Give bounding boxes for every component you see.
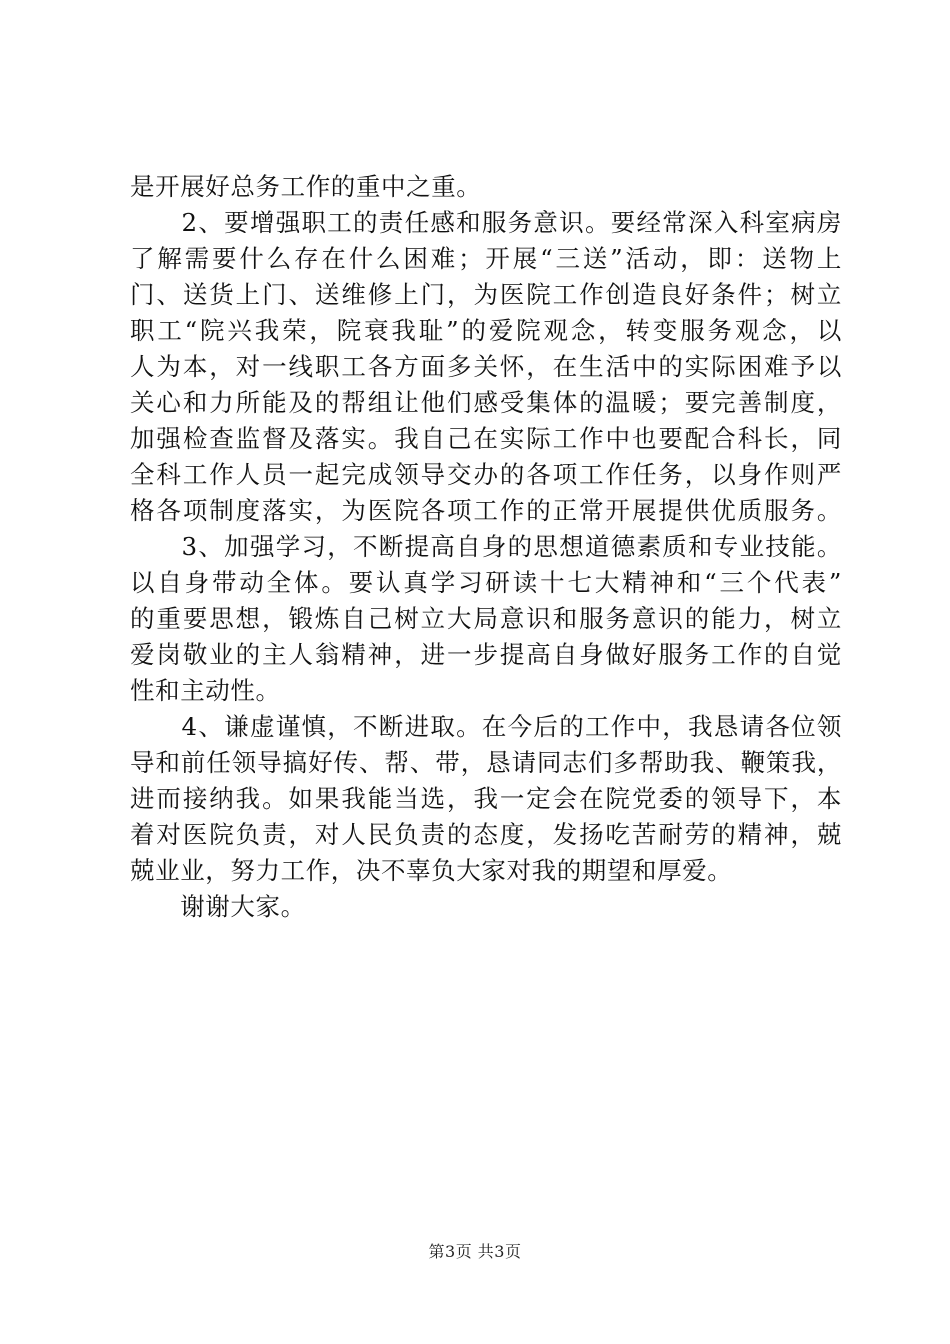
document-line: 进而接纳我。如果我能当选，我一定会在院党委的领导下，本: [130, 784, 842, 813]
document-line: 人为本，对一线职工各方面多关怀，在生活中的实际困难予以: [130, 352, 842, 381]
document-line: 2、要增强职工的责任感和服务意识。要经常深入科室病房: [130, 208, 842, 237]
document-line: 格各项制度落实，为医院各项工作的正常开展提供优质服务。: [130, 496, 842, 525]
document-line: 兢业业，努力工作，决不辜负大家对我的期望和厚爱。: [130, 856, 733, 885]
document-line: 导和前任领导搞好传、帮、带，恳请同志们多帮助我、鞭策我，: [130, 748, 842, 777]
document-line: 了解需要什么存在什么困难；开展“三送”活动，即：送物上: [130, 244, 842, 273]
document-line: 关心和力所能及的帮组让他们感受集体的温暖；要完善制度，: [130, 388, 842, 417]
document-line: 加强检查监督及落实。我自己在实际工作中也要配合科长，同: [130, 424, 842, 453]
document-line: 爱岗敬业的主人翁精神，进一步提高自身做好服务工作的自觉: [130, 640, 842, 669]
document-line: 是开展好总务工作的重中之重。: [130, 172, 482, 201]
document-line: 4、谦虚谨慎，不断进取。在今后的工作中，我恳请各位领: [130, 712, 842, 741]
document-line: 的重要思想，锻炼自己树立大局意识和服务意识的能力，树立: [130, 604, 842, 633]
document-line: 性和主动性。: [130, 676, 281, 705]
document-line: 着对医院负责，对人民负责的态度，发扬吃苦耐劳的精神，兢: [130, 820, 842, 849]
page-footer: 第3页 共3页: [428, 1242, 522, 1261]
document-line: 3、加强学习，不断提高自身的思想道德素质和专业技能。: [130, 532, 842, 561]
document-line: 全科工作人员一起完成领导交办的各项工作任务，以身作则严: [130, 460, 842, 489]
document-line: 以自身带动全体。要认真学习研读十七大精神和“三个代表”: [130, 568, 842, 597]
document-line: 谢谢大家。: [130, 892, 306, 921]
document-line: 职工“院兴我荣，院衰我耻”的爱院观念，转变服务观念，以: [130, 316, 842, 345]
document-line: 门、送货上门、送维修上门，为医院工作创造良好条件；树立: [130, 280, 842, 309]
